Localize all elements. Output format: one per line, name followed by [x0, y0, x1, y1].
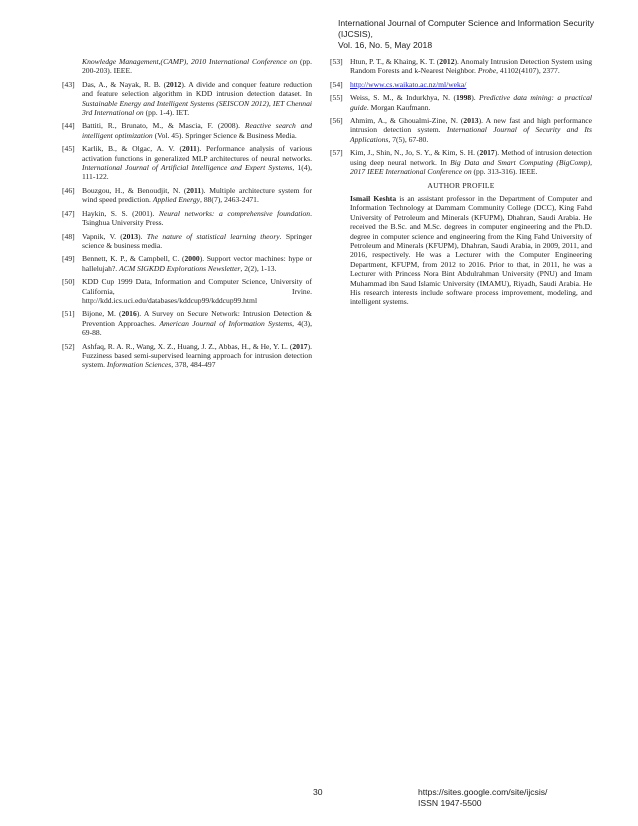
reference-item [62, 209, 312, 228]
reference-source: American Journal of Information Systems [159, 318, 293, 328]
left-column [62, 57, 312, 374]
reference-authors: Bijone, M. ( [82, 309, 122, 319]
reference-source: The nature of statistical learning theory [146, 231, 280, 241]
reference-number: [46] [62, 185, 75, 195]
journal-title: International Journal of Computer Science and Information Security (IJCSIS), [338, 18, 595, 39]
reference-authors: Weiss, S. M., & Indurkhya, N. ( [350, 93, 456, 103]
reference-year: 2011 [182, 144, 197, 154]
reference-number: [44] [62, 121, 75, 131]
footer-info [418, 787, 628, 809]
reference-text: ). Multiple architecture system for wind speed prediction. [82, 185, 312, 205]
reference-source: Probe [477, 66, 497, 76]
reference-text: ). Fuzziness based semi-supervised learning approach for intrusion detection system. [82, 341, 312, 370]
reference-source: Predictive data mining: a practical guide [350, 93, 592, 112]
reference-continuation-text: (pp. 200-203). IEEE. [82, 57, 313, 76]
reference-authors: Haykin, S. S. (2001). [82, 208, 159, 218]
reference-link[interactable]: http://www.cs.waikato.ac.nz/ml/weka/ [350, 79, 467, 89]
author-name: Ismail Keshta [350, 193, 397, 203]
reference-authors: Kim, J., Shin, N., Jo, S. Y., & Kim, S. H. ( [350, 148, 480, 158]
reference-item [62, 232, 312, 251]
reference-year: 2012 [166, 79, 182, 89]
reference-number: [45] [62, 144, 75, 154]
journal-header [338, 18, 628, 51]
author-profile-body [330, 194, 592, 307]
reference-year: 2013 [463, 116, 479, 126]
reference-continuation-title: Knowledge Management,(CAMP), 2010 International Conference on [82, 57, 298, 66]
reference-details: (pp. 313-316). IEEE. [471, 167, 538, 177]
reference-item [330, 80, 592, 89]
journal-volume: Vol. 16, No. 5, May 2018 [338, 40, 433, 50]
reference-number: [48] [62, 231, 75, 241]
reference-continuation [62, 57, 312, 76]
reference-item [62, 144, 312, 182]
reference-item [62, 186, 312, 205]
right-column [330, 57, 592, 307]
reference-authors: Das, A., & Nayak, R. B. ( [82, 79, 167, 89]
author-bio: is an assistant professor in the Department of Computer and Information Technology at Dammam Community College (DCC), King Fahd University of Petroleum and Minerals (KFUPM), Dhahran, Saudi Arabia. He received the B.Sc. and M.Sc. degrees in computer engineering and the Ph.D. degree in computer science and engineering from the King Fahd University of Petroleum and Minerals (KFUPM), Dhahran, Saudi Arabia, in 2009, 2011, and 2016, respectively. He was a Lecturer with the Computer Engineering Department, KFUPM, from 2012 to 2016. Prior to that, in 2011, he was a Lecturer with Princess Nora Bint Abdulrahman University (PNU) and Imam Muhammad ibn Saud Islamic University (IMAMU), Riyadh, Saudi Arabia. He His research interests include software process improvement, modeling, and intelligent systems. [350, 193, 592, 307]
reference-details: (pp. 1-4). IET. [143, 108, 190, 118]
reference-source: Reactive search and intelligent optimization [82, 121, 312, 140]
reference-details: , 41102(4107), 2377. [496, 66, 560, 76]
footer-issn: ISSN 1947-5500 [418, 798, 482, 808]
reference-item [62, 277, 312, 305]
reference-number: [53] [330, 57, 343, 66]
reference-authors: Bennett, K. P., & Campbell, C. ( [82, 254, 185, 264]
left-reference-list [62, 80, 312, 370]
reference-authors: Vapnik, V. ( [82, 231, 123, 241]
reference-details: , 4(3), 69-88. [82, 318, 312, 338]
reference-details: . Morgan Kaufmann. [366, 102, 431, 112]
reference-details: , 2(2), 1-13. [240, 263, 277, 273]
reference-authors: Ahmim, A., & Ghoualmi-Zine, N. ( [350, 116, 464, 126]
reference-details: . Tsinghua University Press. [82, 208, 312, 228]
reference-year: 2016 [121, 309, 137, 319]
reference-source: Applied Energy [152, 195, 201, 205]
reference-text: ). [137, 231, 147, 241]
reference-source: International Journal of Security and Its Applications [350, 125, 592, 144]
reference-authors: Karlik, B., & Olgac, A. V. ( [82, 144, 183, 154]
reference-year: 2011 [186, 185, 202, 195]
reference-number: [50] [62, 277, 75, 287]
reference-details: , 7(5), 67-80. [388, 134, 429, 144]
right-reference-list [330, 57, 592, 176]
reference-details: , 378, 484-497 [171, 360, 216, 370]
reference-item [330, 116, 592, 144]
reference-number: [43] [62, 79, 75, 89]
reference-text: ). Method of intrusion detection using deep neural network. In [350, 148, 592, 167]
reference-year: 2013 [122, 231, 138, 241]
author-profile-heading: AUTHOR PROFILE [427, 181, 495, 191]
reference-year: 2000 [184, 254, 200, 264]
reference-item [62, 254, 312, 273]
reference-details: . Springer science & business media. [82, 231, 312, 250]
reference-source: Big Data and Smart Computing (BigComp), 2017 IEEE International Conference on [350, 157, 592, 177]
reference-authors: Bouzgou, H., & Benoudjit, N. ( [82, 185, 187, 195]
footer-url: https://sites.google.com/site/ijcsis/ [418, 787, 548, 797]
reference-source: Information Sciences [106, 360, 172, 370]
reference-authors: Battiti, R., Brunato, M., & Mascia, F. (2008). [82, 121, 245, 131]
reference-item [62, 121, 312, 140]
reference-authors: Ashfaq, R. A. R., Wang, X. Z., Huang, J. Z., Abbas, H., & He, Y. L. ( [82, 341, 293, 351]
reference-number: [49] [62, 254, 75, 264]
reference-details: (Vol. 45). Springer Science & Business Media. [152, 130, 297, 140]
reference-year: 2012 [439, 57, 455, 66]
reference-text: ). A divide and conquer feature reduction and feature selection algorithm in KDD intrusion detection dataset. In [82, 79, 313, 99]
reference-number: [52] [62, 341, 75, 351]
reference-source: International Journal of Artificial Intelligence and Expert Systems [82, 163, 293, 173]
reference-source: Neural networks: a comprehensive foundation [158, 208, 311, 218]
page-number: 30 [313, 787, 323, 797]
reference-number: [56] [330, 116, 343, 126]
reference-item [330, 57, 592, 76]
reference-year: 1998 [456, 93, 472, 103]
reference-text: ). Performance analysis of various activation functions in generalized MLP architectures of neural networks. [82, 144, 312, 163]
reference-text: ). A Survey on Secure Network: Intrusion Detection & Prevention Approaches. [82, 309, 313, 328]
reference-text: ). Anomaly Intrusion Detection System using Random Forests and k-Nearest Neighbor. [350, 57, 593, 76]
reference-number: [54] [330, 79, 343, 89]
reference-item [330, 148, 592, 176]
reference-text: ). [471, 93, 480, 103]
reference-item [62, 309, 312, 337]
reference-item [62, 80, 312, 118]
reference-number: [47] [62, 208, 75, 218]
reference-text: ). Support vector machines: hype or hallelujah?. [82, 254, 312, 273]
reference-number: [51] [62, 309, 75, 319]
reference-item [62, 342, 312, 370]
reference-source: Sustainable Energy and Intelligent Systems (SEISCON 2012), IET Chennai 3rd International on [82, 98, 312, 118]
reference-number: [57] [330, 148, 343, 158]
reference-year: 2017 [292, 341, 308, 351]
reference-details: , 1(4), 111-122. [82, 163, 312, 182]
reference-authors: KDD Cup 1999 Data, Information and Computer Science, University of California, Irvine. http://kdd.ics.uci.edu/databases/kddcup99/kddcup99.html [82, 277, 312, 305]
reference-year: 2017 [479, 148, 495, 158]
reference-source: ACM SIGKDD Explorations Newsletter [119, 263, 241, 273]
reference-details: , 88(7), 2463-2471. [200, 195, 259, 205]
reference-authors: Htun, P. T., & Khaing, K. T. ( [350, 57, 440, 66]
reference-item [330, 93, 592, 112]
reference-text: ). A new fast and high performance intrusion detection system. [350, 116, 592, 135]
reference-number: [55] [330, 93, 343, 103]
